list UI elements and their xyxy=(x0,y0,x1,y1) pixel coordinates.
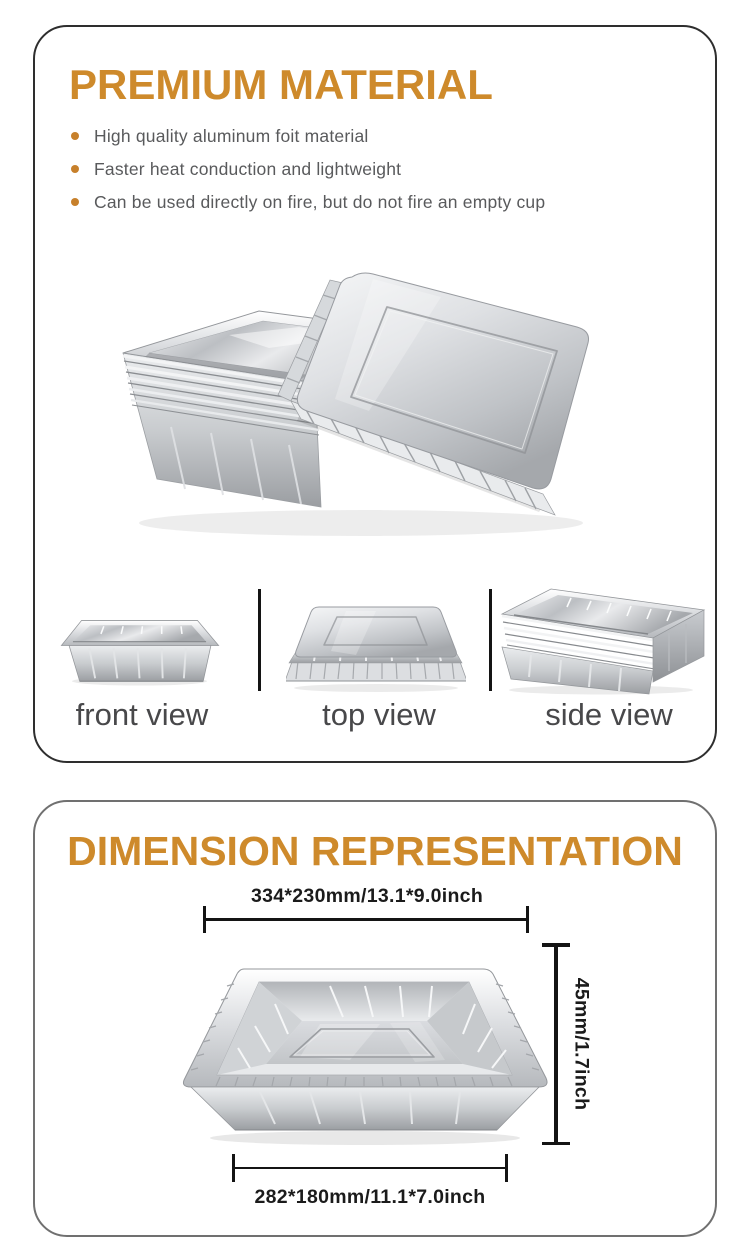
feature-text: High quality aluminum foit material xyxy=(94,125,369,146)
side-view-photo xyxy=(500,583,707,695)
feature-list xyxy=(71,124,545,223)
feature-text: Can be used directly on fire, but do not fire an empty cup xyxy=(94,191,546,212)
bullet-dot-icon xyxy=(71,198,79,206)
side-view-label: side view xyxy=(545,697,673,732)
base-dimension-line xyxy=(232,1154,508,1182)
feature-item xyxy=(71,124,545,148)
view-divider xyxy=(489,589,492,691)
hero-product-photo xyxy=(111,249,631,549)
dimension-bar xyxy=(554,943,558,1145)
bullet-dot-icon xyxy=(71,165,79,173)
base-dimension-label: 282*180mm/11.1*7.0inch xyxy=(254,1186,486,1208)
dimension-bar xyxy=(203,918,529,921)
top-view-label: top view xyxy=(322,697,436,732)
feature-item xyxy=(71,157,545,181)
dimension-tray-svg xyxy=(180,964,550,1149)
premium-material-title: PREMIUM MATERIAL xyxy=(69,61,493,108)
feature-item xyxy=(71,190,545,214)
premium-material-card xyxy=(33,25,717,763)
dimension-card xyxy=(33,800,717,1237)
lid-tray-illustration xyxy=(278,273,589,515)
dimension-tray-photo xyxy=(180,964,550,1149)
front-view-photo xyxy=(59,605,221,687)
dimension-title: DIMENSION REPRESENTATION xyxy=(67,828,683,874)
front-view-svg xyxy=(59,605,221,687)
hero-photo-svg xyxy=(111,249,631,549)
view-divider xyxy=(258,589,261,691)
dimension-tick xyxy=(526,906,529,933)
side-view-svg xyxy=(500,583,707,695)
dimension-bar xyxy=(232,1167,508,1170)
dimension-tick xyxy=(505,1154,508,1182)
width-dimension-line xyxy=(203,906,529,933)
feature-text: Faster heat conduction and lightweight xyxy=(94,158,402,179)
front-view-label: front view xyxy=(75,697,209,732)
top-view-svg xyxy=(286,599,466,694)
top-dimension-label: 334*230mm/13.1*9.0inch xyxy=(250,885,484,907)
bullet-dot-icon xyxy=(71,132,79,140)
top-view-photo xyxy=(286,599,466,694)
height-dimension-label: 45mm/1.7inch xyxy=(570,977,593,1111)
